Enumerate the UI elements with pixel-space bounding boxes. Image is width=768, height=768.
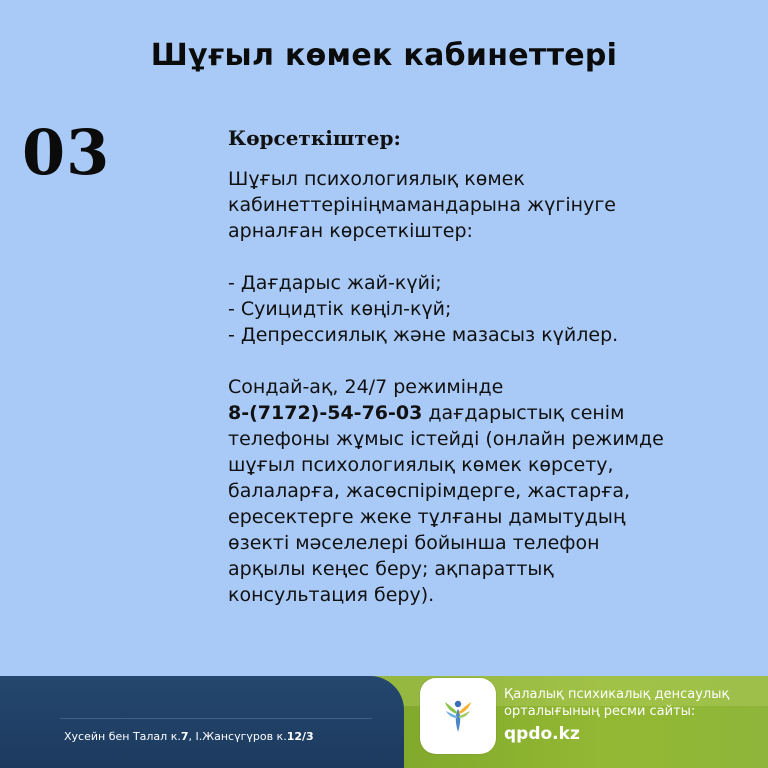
footer-divider (60, 718, 372, 719)
footer-address (64, 730, 314, 743)
paragraph-line: балаларға, жасөспірімдерге, жастарға, (228, 480, 631, 502)
site-caption-line: Қалалық психикалық денсаулық (504, 687, 730, 702)
intro-line: арналған көрсеткіштер: (228, 220, 473, 242)
intro-line: кабинеттерініңмамандарына жүгінуге (228, 194, 616, 216)
list-item: - Суицидтік көңіл-күй; (228, 298, 452, 320)
paragraph-line: өзекті мәселелері бойынша телефон (228, 532, 600, 554)
address-number: 7 (180, 730, 189, 743)
intro-line: Шұғыл психологиялық көмек (228, 168, 525, 190)
body-text (228, 166, 718, 608)
person-leaf-logo-icon (438, 694, 478, 738)
section-number: 03 (22, 116, 111, 189)
address-text: Хусейн бен Талал к. (64, 730, 181, 743)
center-logo (420, 678, 496, 754)
paragraph-line: консультация беру). (228, 584, 435, 606)
site-caption (504, 686, 729, 720)
paragraph-line: телефоны жұмыс істейді (онлайн режимде (228, 428, 664, 450)
list-item: - Депрессиялық және мазасыз күйлер. (228, 324, 619, 346)
hotline-phone: 8-(7172)-54-76-03 (228, 402, 423, 424)
paragraph-line: арқылы кеңес беру; ақпараттық (228, 558, 554, 580)
paragraph-text: дағдарыстық сенім (422, 402, 625, 424)
list-item: - Дағдарыс жай-күйі; (228, 272, 442, 294)
address-text: , І.Жансүгүров к. (188, 730, 287, 743)
site-caption-line: орталығының ресми сайты: (504, 704, 696, 719)
content-block (228, 126, 718, 608)
paragraph-line: шұғыл психологиялық көмек көрсету, (228, 454, 614, 476)
paragraph-line: Сондай-ақ, 24/7 режимінде (228, 376, 504, 398)
site-url-link[interactable]: qpdo.kz (504, 724, 580, 744)
paragraph-line (228, 400, 718, 426)
section-heading: Көрсеткіштер: (228, 126, 401, 150)
address-number: 12/3 (286, 730, 314, 743)
paragraph-line: ересектерге жеке тұлғаны дамытудың (228, 506, 626, 528)
footer-dark-panel (0, 676, 404, 768)
page-title: Шұғыл көмек кабинеттері (150, 38, 618, 73)
